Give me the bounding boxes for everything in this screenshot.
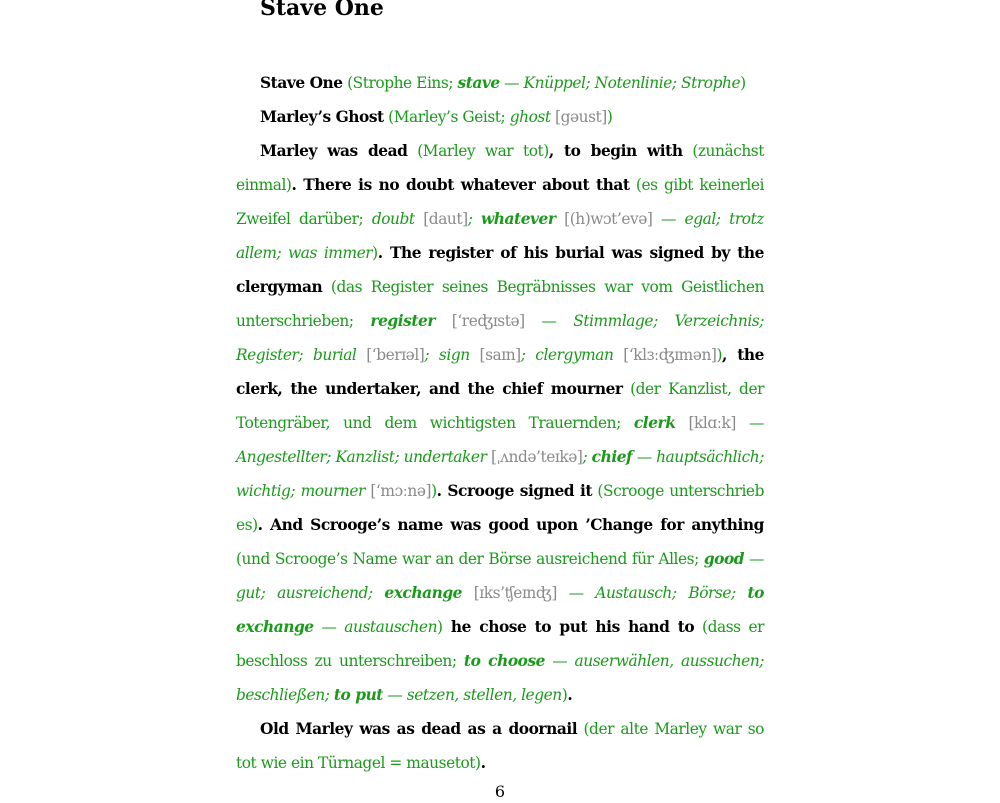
english-text: Stave One [260, 74, 343, 92]
english-text: he chose to put his hand to [442, 618, 695, 636]
german-translation: (der Kanzlist, der Totengräber, und dem wichtigsten Trauernden; [236, 380, 765, 432]
german-gloss: — egal; trotz allem; was immer [236, 210, 764, 262]
german-translation: (es gibt keinerlei Zweifel darüber; [236, 176, 764, 228]
english-text: . There is no doubt whatever about that [291, 176, 630, 194]
german-translation: (dass er beschloss zu unterschreiben; [236, 618, 765, 670]
german-translation: ) [437, 618, 443, 636]
german-translation: (Marley war tot) [407, 142, 549, 160]
german-translation: (der alte Marley war so tot wie ein Türnagel = mausetot) [236, 720, 764, 772]
german-gloss: ghost [509, 108, 551, 126]
german-translation: (Strophe Eins; [342, 74, 458, 92]
glossed-word: register [370, 312, 435, 330]
german-gloss: ; clergyman [520, 346, 614, 364]
english-text: , the clerk, the undertaker, and the chief mourner [236, 346, 764, 398]
german-translation: (und Scrooge’s Name war an der Börse ausreichend für Alles; [236, 550, 704, 568]
german-gloss: ; [467, 210, 481, 228]
glossed-word: to exchange [236, 584, 764, 636]
glossed-word: chief [591, 448, 633, 466]
german-translation: ) [740, 74, 746, 92]
chapter-heading: Stave One [260, 0, 384, 21]
glossed-word: clerk [633, 414, 676, 432]
english-text: Marley’s Ghost [260, 108, 384, 126]
phonetic-transcription: [‘mɔːnə] [364, 482, 432, 500]
english-text: Marley was dead [260, 142, 408, 160]
glossed-word: good [703, 550, 745, 568]
german-translation: ) [716, 346, 723, 364]
phonetic-transcription: [‘berɪəl] [356, 346, 425, 364]
english-text: . Scrooge signed it [436, 482, 593, 500]
paragraph [236, 712, 764, 780]
german-gloss: — Stimmlage; Verzeichnis; Register; burial [236, 312, 764, 364]
phonetic-transcription: [‘klɜːʤɪmən] [613, 346, 717, 364]
page-number: 6 [494, 782, 506, 801]
german-gloss: — Austausch; Börse; [556, 584, 748, 602]
german-gloss: ; [582, 448, 592, 466]
phonetic-transcription: [daut] [414, 210, 468, 228]
glossed-word: to put [333, 686, 383, 704]
phonetic-transcription: [ɪks’ʧeɪnʤ] [462, 584, 557, 602]
german-translation: (das Register seines Begräbnisses war vom Geistlichen unterschrieben; [236, 278, 764, 330]
glossed-word: to choose [463, 652, 546, 670]
english-text: . [480, 754, 486, 772]
german-translation: (zunächst einmal) [236, 142, 764, 194]
german-translation: ) [431, 482, 437, 500]
glossed-word: stave [457, 74, 500, 92]
german-gloss: — austauschen [313, 618, 438, 636]
german-translation: (Scrooge unterschrieb es) [236, 482, 764, 534]
english-text: . The register of his burial was signed by the clergyman [236, 244, 764, 296]
phonetic-transcription: [saɪn] [469, 346, 521, 364]
phonetic-transcription: [gəust] [550, 108, 607, 126]
phonetic-transcription: [‘reʤɪstə] [435, 312, 525, 330]
german-gloss: — gut; ausreichend; [236, 550, 764, 602]
german-translation: ) [606, 108, 613, 126]
phonetic-transcription: [ˌʌndə’teɪkə] [486, 448, 583, 466]
paragraph [236, 66, 764, 100]
phonetic-transcription: [(h)wɔt’evə] [555, 210, 653, 228]
german-translation: ) [372, 244, 378, 262]
german-gloss: doubt [371, 210, 415, 228]
english-text: . And Scrooge’s name was good upon ’Change for anything [257, 516, 764, 534]
glossed-word: exchange [384, 584, 463, 602]
german-gloss: — hauptsächlich; wichtig; mourner [236, 448, 764, 500]
english-text: . [567, 686, 573, 704]
german-translation: (Marley’s Geist; [383, 108, 510, 126]
german-gloss: — auserwählen, aussuchen; beschließen; [236, 652, 765, 704]
german-translation: ) [561, 686, 568, 704]
english-text: Old Marley was as dead as a doornail [260, 720, 578, 738]
german-gloss: — Angestellter; Kanzlist; undertaker [236, 414, 764, 466]
paragraph [236, 134, 764, 712]
english-text: , to begin with [548, 142, 683, 160]
german-gloss: — Knüppel; Notenlinie; Strophe [499, 74, 741, 92]
german-gloss: ; sign [424, 346, 470, 364]
german-gloss: — setzen, stellen, legen [382, 686, 562, 704]
phonetic-transcription: [klɑːk] [675, 414, 736, 432]
paragraph [236, 100, 764, 134]
glossed-word: whatever [481, 210, 556, 228]
text-body [236, 66, 764, 780]
